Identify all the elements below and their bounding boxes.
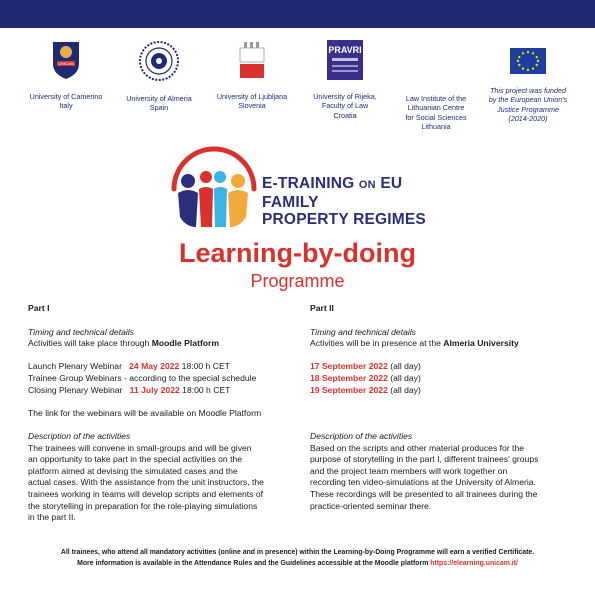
partner-name <box>204 92 300 111</box>
rijeka-logo-icon <box>327 40 363 80</box>
partner-name-line: University of Almeria <box>126 94 192 103</box>
timing-label: Timing and technical details <box>310 326 416 337</box>
partner-name-line: Law Institute of the <box>405 94 467 103</box>
almeria-seal-icon <box>138 40 180 82</box>
partner-name-line: Lithuania <box>421 122 451 132</box>
description-line: in the part II. <box>28 512 76 523</box>
link-note: The link for the webinars will be available on Moodle Platform <box>28 407 262 418</box>
seminar-date: 17 September 2022 <box>310 361 388 372</box>
launch-webinar-line <box>28 361 296 373</box>
activities-venue: Almeria University <box>443 338 519 349</box>
launch-date: 24 May 2022 <box>129 361 180 372</box>
partner-logos-row <box>0 40 595 135</box>
activities-line <box>28 338 296 350</box>
description-line: purpose of storytelling in the part I, different trainees' groups <box>310 454 539 465</box>
seminar-date-suffix: (all day) <box>387 361 421 372</box>
part-title: Part II <box>310 303 334 313</box>
partner-rijeka <box>297 40 393 120</box>
partner-name-line: Croatia <box>333 110 357 120</box>
partner-name-line: by the European Union's <box>488 95 568 105</box>
description-line: recording ten video-simulations at the University of Almeria. <box>310 477 536 488</box>
activities-prefix: Activities will be in presence at the <box>310 338 444 349</box>
seminar-date-line <box>310 385 572 397</box>
footer-line: All trainees, who attend all mandatory activities (online and in presence) within the Learning-by-Doing Programme will earn a verified Certificate. <box>60 549 535 556</box>
partner-eu-funding <box>480 40 576 124</box>
closing-webinar-line <box>28 385 296 397</box>
activities-line <box>310 338 572 350</box>
partner-name-line: Lithuanian Centre <box>407 103 465 113</box>
ljubljana-logo-icon <box>238 40 266 80</box>
certificate-footer <box>0 548 595 569</box>
footer-prefix: More information is available in the Attendance Rules and the Guidelines accessible at the Moodle platform <box>77 559 431 567</box>
description-line: platform aimed at devising the simulated cases and the <box>28 465 238 476</box>
partner-ljubljana <box>204 40 300 111</box>
partner-name-line: Faculty of Law <box>321 101 369 111</box>
description-line: an opportunity to take part in the special activities on the <box>28 454 243 465</box>
project-brand-logo <box>168 143 438 231</box>
brand-title-line2: PROPERTY REGIMES <box>262 211 426 228</box>
eu-flag-icon <box>510 48 546 74</box>
moodle-platform-link[interactable]: https://elearning.unicam.it/ <box>430 559 518 567</box>
description-line: practice-oriented seminar there. <box>310 500 432 511</box>
description-line: the storytelling in preparation for the role-playing simulations <box>28 500 258 511</box>
partner-name <box>297 92 393 120</box>
description-label: Description of the activities <box>310 430 413 441</box>
top-banner-bar <box>0 0 595 28</box>
partner-name <box>388 94 484 132</box>
family-figures-icon <box>168 143 260 231</box>
partner-name-line: Justice Programme <box>497 104 559 114</box>
brand-title-part: ON <box>358 179 376 191</box>
closing-date: 11 July 2022 <box>129 384 180 395</box>
closing-time: 18:00 h CET <box>179 384 231 395</box>
camerino-crest-icon <box>51 40 81 80</box>
brand-title-part: E-TRAINING <box>262 175 359 192</box>
trainee-webinar-line: Trainee Group Webinars - according to the special schedule <box>28 372 257 383</box>
description-line: Based on the scripts and other material produces for the <box>310 442 525 453</box>
partner-name <box>18 92 114 111</box>
partner-name-line: University of Ljubljana <box>216 92 288 101</box>
rijeka-logo-text: PRAVRI <box>328 45 362 55</box>
page-title: Learning-by-doing <box>179 238 416 268</box>
brand-title-part: EU FAMILY <box>262 175 403 211</box>
partner-name-line: Italy <box>59 101 73 111</box>
partner-almeria <box>111 40 207 113</box>
timing-label: Timing and technical details <box>28 326 134 337</box>
partner-name-line: University of Rijeka, <box>313 92 377 101</box>
description-line: The trainees will convene in small-groups and will be given <box>28 442 252 453</box>
brand-title <box>262 175 438 228</box>
partner-name-line: Slovenia <box>238 101 266 111</box>
partner-camerino <box>18 40 114 111</box>
partner-name <box>111 94 207 113</box>
description-line: trainees working in teams will develop scripts and elements of <box>28 488 264 499</box>
footer-line <box>0 559 595 570</box>
partner-name-line: (2014-2020) <box>508 114 548 124</box>
description-line: actual cases. With the assistance from the unit instructors, the <box>28 477 264 488</box>
seminar-date-suffix: (all day) <box>387 384 421 395</box>
seminar-date: 19 September 2022 <box>310 384 388 395</box>
activities-prefix: Activities will take place through <box>28 338 152 349</box>
description-label: Description of the activities <box>28 430 131 441</box>
partner-lithuania <box>388 40 484 132</box>
page-subtitle: Programme <box>250 271 345 291</box>
seminar-date-line <box>310 361 572 373</box>
closing-label: Closing Plenary Webinar <box>28 384 123 395</box>
description-line: These recordings will be presented to all trainees during the <box>310 488 538 499</box>
partner-name <box>480 86 576 124</box>
partner-name-line: Spain <box>149 103 169 113</box>
lithuania-logo-placeholder <box>415 40 457 82</box>
activities-platform: Moodle Platform <box>151 338 220 349</box>
part-one-column <box>28 303 296 524</box>
part-title: Part I <box>28 303 50 313</box>
part-two-column <box>310 303 572 512</box>
seminar-date-line <box>310 373 572 385</box>
camerino-logo-text: UNICAM <box>58 61 74 66</box>
launch-label: Launch Plenary Webinar <box>28 361 122 372</box>
seminar-date-suffix: (all day) <box>387 372 421 383</box>
seminar-date: 18 September 2022 <box>310 372 388 383</box>
launch-time: 18:00 h CET <box>179 361 230 372</box>
partner-name-line: This project was funded <box>490 86 566 95</box>
partner-name-line: University of Camerino <box>29 92 103 101</box>
partner-name-line: for Social Sciences <box>405 112 467 122</box>
description-line: and the project team members will work together on <box>310 465 508 476</box>
